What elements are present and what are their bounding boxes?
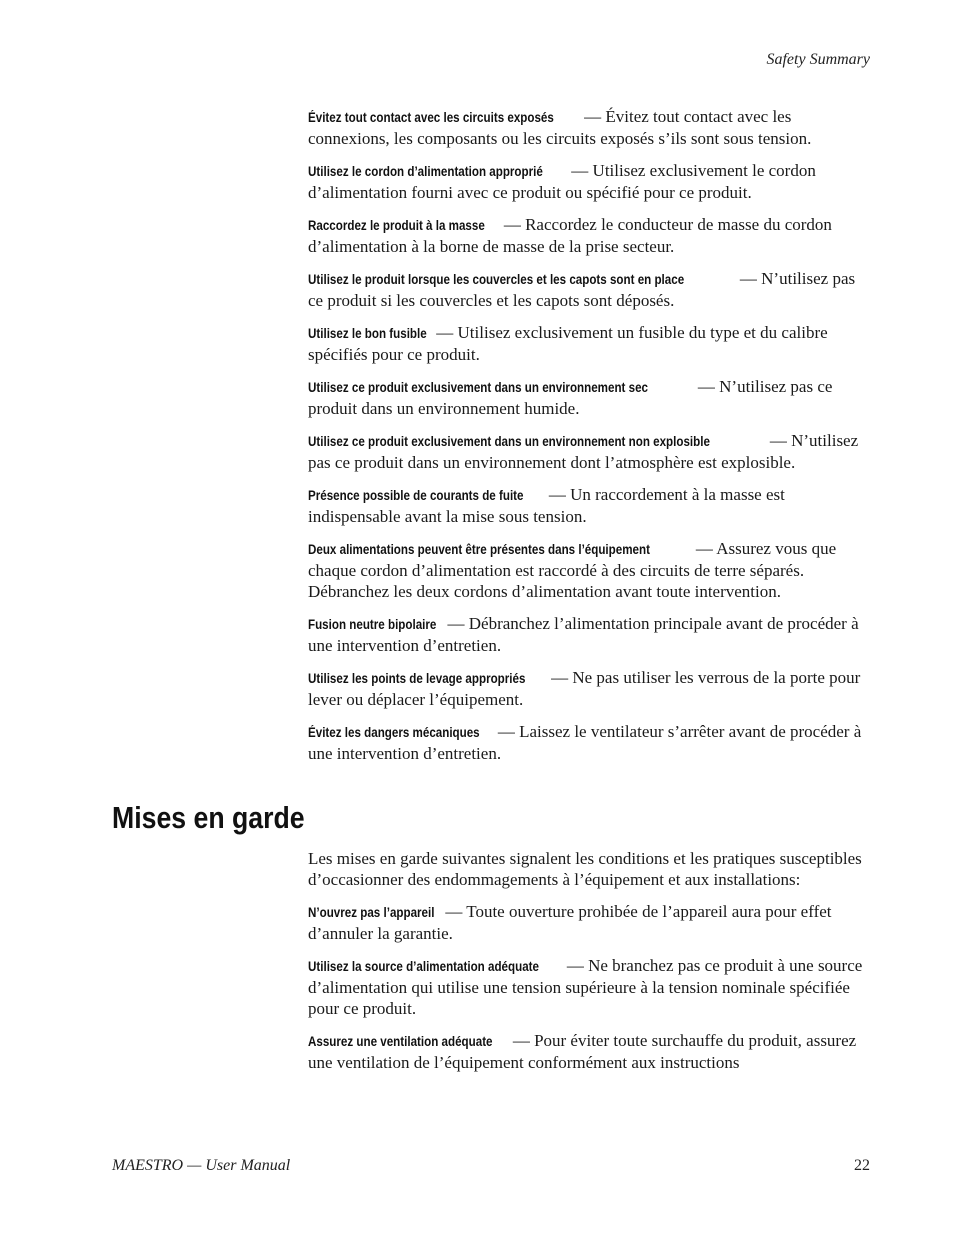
running-header: Safety Summary [766,51,870,68]
safety-item-term: Fusion neutre bipolaire [308,617,437,632]
safety-item: Évitez tout contact avec les circuits exposés — Évitez tout contact avec les connexions, les composants ou les circuits exposés s’ils sont sous tension. [308,107,812,148]
safety-item-term: Utilisez le bon fusible [308,326,427,341]
safety-item: Utilisez le produit lorsque les couvercles et les capots sont en place — N’utilisez pas ce produit si les couvercles et les capots sont déposés. [308,269,856,310]
safety-item-text: Utilisez exclusivement le cordon d’alimentation fourni avec ce produit ou spécifié pour ce produit. [308,161,816,202]
safety-item: Présence possible de courants de fuite — Un raccordement à la masse est indispensable avant la mise sous tension. [308,485,785,526]
caution-item-term: N’ouvrez pas l’appareil [308,905,435,920]
safety-item-term: Évitez les dangers mécaniques [308,725,480,740]
safety-item-text: Débranchez l’alimentation principale avant de procéder à une intervention d’entretien. [308,614,859,655]
safety-item-term: Évitez tout contact avec les circuits exposés [308,110,554,125]
safety-item-term: Raccordez le produit à la masse [308,218,485,233]
safety-item: Raccordez le produit à la masse — Raccordez le conducteur de masse du cordon d’alimentation à la borne de masse de la prise secteur. [308,215,832,256]
safety-item-text: Utilisez exclusivement un fusible du type et du calibre spécifiés pour ce produit. [308,323,828,364]
safety-item: Utilisez le cordon d’alimentation approprié — Utilisez exclusivement le cordon d’alimentation fourni avec ce produit ou spécifié pour ce produit. [308,161,816,202]
safety-item: Deux alimentations peuvent être présentes dans l’équipement — Assurez vous que chaque cordon d’alimentation est raccordé à des circuits de terre séparés. Débranchez les deux cordons d’alimentation avant toute intervention. [308,539,837,601]
safety-item-text: Un raccordement à la masse est indispensable avant la mise sous tension. [308,485,785,526]
safety-item-term: Présence possible de courants de fuite [308,488,524,503]
footer-page-number: 22 [854,1157,870,1174]
safety-item-term: Utilisez ce produit exclusivement dans un environnement sec [308,380,649,395]
safety-item: Utilisez les points de levage appropriés — Ne pas utiliser les verrous de la porte pour lever ou déplacer l’équipement. [308,668,861,709]
cautions-intro: Les mises en garde suivantes signalent les conditions et les pratiques susceptibles d’occasionner des endommagements à l’équipement et aux installations: [308,849,862,889]
safety-item-term: Utilisez les points de levage appropriés [308,671,526,686]
safety-item-text: Ne pas utiliser les verrous de la porte pour lever ou déplacer l’équipement. [308,668,861,709]
safety-item: Utilisez ce produit exclusivement dans un environnement sec — N’utilisez pas ce produit dans un environnement humide. [308,377,833,418]
safety-list [308,106,872,775]
safety-item: Utilisez ce produit exclusivement dans un environnement non explosible — N’utilisez pas ce produit dans un environnement dont l’atmosphère est explosible. [308,431,859,472]
safety-item: Évitez les dangers mécaniques — Laissez le ventilateur s’arrêter avant de procéder à une intervention d’entretien. [308,722,862,763]
caution-item-text: Pour éviter toute surchauffe du produit, assurez une ventilation de l’équipement conformément aux instructions [308,1031,857,1072]
safety-item-term: Utilisez le produit lorsque les couvercles et les capots sont en place [308,272,685,287]
footer-manual-title: MAESTRO — User Manual [112,1157,291,1174]
caution-item: Assurez une ventilation adéquate — Pour éviter toute surchauffe du produit, assurez une ventilation de l’équipement conformément aux instructions [308,1031,857,1072]
safety-item-text: Évitez tout contact avec les connexions, les composants ou les circuits exposés s’ils sont sous tension. [308,107,812,148]
caution-item: N’ouvrez pas l’appareil — Toute ouverture prohibée de l’appareil aura pour effet d’annuler la garantie. [308,902,832,943]
caution-item-text: Toute ouverture prohibée de l’appareil aura pour effet d’annuler la garantie. [308,902,832,943]
caution-item: Utilisez la source d’alimentation adéquate — Ne branchez pas ce produit à une source d’alimentation qui utilise une tension supérieure à la tension nominale spécifiée pour ce produit. [308,956,863,1018]
caution-item-text: Ne branchez pas ce produit à une source d’alimentation qui utilise une tension supérieure à la tension nominale spécifiée pour ce produit. [308,956,863,1018]
safety-item-term: Deux alimentations peuvent être présentes dans l’équipement [308,542,650,557]
caution-item-term: Assurez une ventilation adéquate [308,1034,493,1049]
safety-item: Utilisez le bon fusible — Utilisez exclusivement un fusible du type et du calibre spécifiés pour ce produit. [308,323,828,364]
caution-item-term: Utilisez la source d’alimentation adéquate [308,959,539,974]
safety-item-text: N’utilisez pas ce produit dans un environnement humide. [308,377,833,418]
safety-item-text: Laissez le ventilateur s’arrêter avant de procéder à une intervention d’entretien. [308,722,862,763]
safety-item: Fusion neutre bipolaire — Débranchez l’alimentation principale avant de procéder à une intervention d’entretien. [308,614,859,655]
safety-item-term: Utilisez ce produit exclusivement dans un environnement non explosible [308,434,710,449]
section-heading: Mises en garde [112,800,305,835]
safety-item-text: N’utilisez pas ce produit si les couvercles et les capots sont déposés. [308,269,856,310]
safety-item-term: Utilisez le cordon d’alimentation approprié [308,164,543,179]
cautions-list [308,848,872,1084]
safety-item-text: N’utilisez pas ce produit dans un environnement dont l’atmosphère est explosible. [308,431,859,472]
safety-item-text: Assurez vous que chaque cordon d’alimentation est raccordé à des circuits de terre séparés. Débranchez les deux cordons d’alimentation avant toute intervention. [308,539,837,601]
safety-item-text: Raccordez le conducteur de masse du cordon d’alimentation à la borne de masse de la prise secteur. [308,215,832,256]
